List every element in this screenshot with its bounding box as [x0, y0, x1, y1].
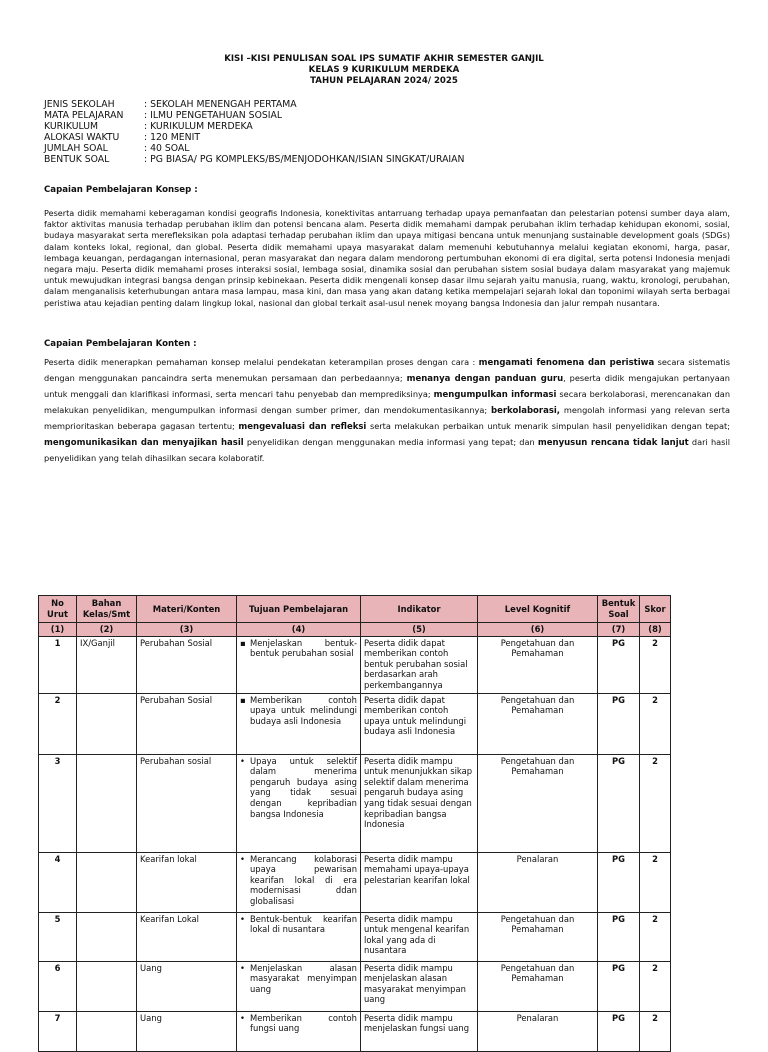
- bullet-icon: ▪: [240, 637, 246, 648]
- table-row: [39, 754, 671, 852]
- konten-keyword: mengevaluasi dan refleksi: [238, 422, 367, 432]
- table-row: [39, 636, 671, 693]
- cell-materi: Perubahan Sosial: [137, 636, 237, 693]
- cell-no: 4: [39, 852, 77, 912]
- header-bentuk: Bentuk Soal: [598, 596, 640, 623]
- cell-bentuk: PG: [598, 1011, 640, 1051]
- header-level: Level Kognitif: [478, 596, 598, 623]
- tujuan-item: [240, 914, 357, 935]
- meta-value: : 120 MENIT: [144, 132, 201, 143]
- header-kelas: Bahan Kelas/Smt: [77, 596, 137, 623]
- meta-key: MATA PELAJARAN: [44, 110, 124, 121]
- cell-kelas: [77, 693, 137, 754]
- konten-text: dari hasil penyelidikan yang telah dihasilkan secara kolaboratif.: [44, 437, 730, 463]
- cell-indikator: Peserta didik mampu untuk menunjukkan sikap selektif dalam menerima pengaruh budaya asing yang tidak sesuai dengan kepribadian bangsa Indonesia: [361, 754, 478, 852]
- bullet-icon: •: [240, 755, 245, 766]
- cell-bentuk: PG: [598, 912, 640, 961]
- tujuan-item: [240, 854, 357, 907]
- tujuan-text: Memberikan contoh upaya untuk melindungi budaya asli Indonesia: [250, 694, 357, 726]
- cell-tujuan: [237, 961, 361, 1011]
- cell-materi: Kearifan lokal: [137, 852, 237, 912]
- bullet-icon: •: [240, 1012, 245, 1023]
- cell-tujuan: [237, 1011, 361, 1051]
- meta-value: : KURIKULUM MERDEKA: [144, 121, 253, 132]
- cell-no: 2: [39, 693, 77, 754]
- col-number: (6): [478, 623, 598, 637]
- header-materi: Materi/Konten: [137, 596, 237, 623]
- col-number: (7): [598, 623, 640, 637]
- cell-tujuan: [237, 636, 361, 693]
- tujuan-item: [240, 963, 357, 995]
- table-row: [39, 1011, 671, 1051]
- cell-no: 5: [39, 912, 77, 961]
- table-row: [39, 912, 671, 961]
- header-tujuan: Tujuan Pembelajaran: [237, 596, 361, 623]
- col-number: (1): [39, 623, 77, 637]
- konten-keyword: mengumpulkan informasi: [433, 390, 557, 400]
- doc-title-line-2: KELAS 9 KURIKULUM MERDEKA: [308, 65, 460, 75]
- col-number: (2): [77, 623, 137, 637]
- konten-text: penyelidikan dengan menggunakan media informasi yang tepat; dan: [243, 437, 538, 447]
- cell-bentuk: PG: [598, 852, 640, 912]
- cell-no: 1: [39, 636, 77, 693]
- meta-row: [44, 110, 464, 121]
- cell-kelas: [77, 1011, 137, 1051]
- cell-indikator: Peserta didik mampu memahami upaya-upaya pelestarian kearifan lokal: [361, 852, 478, 912]
- cell-kelas: [77, 961, 137, 1011]
- col-number: (5): [361, 623, 478, 637]
- cell-materi: Kearifan Lokal: [137, 912, 237, 961]
- cell-level: Pengetahuan dan Pemahaman: [478, 961, 598, 1011]
- table-row: [39, 961, 671, 1011]
- meta-key: BENTUK SOAL: [44, 154, 110, 165]
- meta-row: [44, 132, 464, 143]
- cell-skor: 2: [640, 636, 671, 693]
- cell-no: 7: [39, 1011, 77, 1051]
- cell-no: 3: [39, 754, 77, 852]
- tujuan-text: Menjelaskan bentuk-bentuk perubahan sosial: [250, 637, 357, 659]
- cell-materi: Perubahan sosial: [137, 754, 237, 852]
- konten-keyword: mengomunikasikan dan menyajikan hasil: [44, 438, 244, 448]
- cell-tujuan: [237, 693, 361, 754]
- meta-row: [44, 154, 464, 165]
- cell-indikator: Peserta didik dapat memberikan contoh upaya untuk melindungi budaya asli Indonesia: [361, 693, 478, 754]
- cell-tujuan: [237, 912, 361, 961]
- cell-level: Pengetahuan dan Pemahaman: [478, 636, 598, 693]
- cell-level: Pengetahuan dan Pemahaman: [478, 754, 598, 852]
- kisi-kisi-table: [38, 595, 671, 1052]
- table-header-row: [39, 596, 671, 623]
- meta-block: [44, 99, 464, 165]
- cell-materi: Uang: [137, 961, 237, 1011]
- cell-no: 6: [39, 961, 77, 1011]
- doc-title-line-3: TAHUN PELAJARAN 2024/ 2025: [310, 76, 458, 86]
- tujuan-text: Memberikan contoh fungsi uang: [250, 1012, 357, 1034]
- meta-value: : PG BIASA/ PG KOMPLEKS/BS/MENJODOHKAN/ISIAN SINGKAT/URAIAN: [144, 154, 465, 165]
- meta-row: [44, 99, 464, 110]
- cell-kelas: IX/Ganjil: [77, 636, 137, 693]
- cell-bentuk: PG: [598, 636, 640, 693]
- meta-value: : SEKOLAH MENENGAH PERTAMA: [144, 99, 297, 110]
- col-number: (4): [237, 623, 361, 637]
- meta-row: [44, 143, 464, 154]
- konten-text: Peserta didik menerapkan pemahaman konsep melalui pendekatan keterampilan proses dengan cara :: [44, 357, 479, 367]
- konten-text: mengolah informasi yang relevan serta memprioritaskan beberapa gagasan tertentu;: [44, 405, 730, 431]
- konten-paragraph: [44, 355, 730, 466]
- cell-skor: 2: [640, 1011, 671, 1051]
- konten-keyword: menyusun rencana tidak lanjut: [537, 438, 689, 448]
- cell-indikator: Peserta didik mampu untuk mengenal kearifan lokal yang ada di nusantara: [361, 912, 478, 961]
- cell-materi: Perubahan Sosial: [137, 693, 237, 754]
- cell-level: Pengetahuan dan Pemahaman: [478, 912, 598, 961]
- cell-kelas: [77, 912, 137, 961]
- tujuan-text: Upaya untuk selektif dalam menerima pengaruh budaya asing yang tidak sesuai dengan kepribadian bangsa Indonesia: [250, 755, 357, 819]
- col-number: (3): [137, 623, 237, 637]
- table-row: [39, 852, 671, 912]
- tujuan-item: [240, 1013, 357, 1034]
- konten-text: secara sistematis dengan menggunakan pancaindra serta menemukan persamaan dan perbedaannya;: [44, 357, 731, 383]
- konten-text: secara berkolaborasi, merencanakan dan melakukan penyelidikan, mengumpulkan informasi dengan sumber primer, dan mendokumentasikannya;: [44, 389, 731, 415]
- konten-keyword: menanya dengan panduan guru: [406, 374, 564, 384]
- cell-kelas: [77, 852, 137, 912]
- tujuan-text: Bentuk-bentuk kearifan lokal di nusantara: [250, 913, 357, 935]
- konten-text: serta melakukan perbaikan untuk menarik simpulan hasil penyelidikan dengan tepat;: [366, 421, 730, 431]
- cell-level: Penalaran: [478, 852, 598, 912]
- table-number-row: [39, 623, 671, 637]
- table-row: [39, 693, 671, 754]
- cell-indikator: Peserta didik dapat memberikan contoh bentuk perubahan sosial berdasarkan arah perkembangannya: [361, 636, 478, 693]
- doc-title-line-1: KISI –KISI PENULISAN SOAL IPS SUMATIF AKHIR SEMESTER GANJIL: [224, 54, 544, 64]
- meta-key: KURIKULUM: [44, 121, 99, 132]
- cell-skor: 2: [640, 754, 671, 852]
- meta-row: [44, 121, 464, 132]
- cell-indikator: Peserta didik mampu menjelaskan fungsi uang: [361, 1011, 478, 1051]
- konten-heading: Capaian Pembelajaran Konten :: [44, 339, 197, 349]
- cell-indikator: Peserta didik mampu menjelaskan alasan masyarakat menyimpan uang: [361, 961, 478, 1011]
- cell-skor: 2: [640, 912, 671, 961]
- cell-bentuk: PG: [598, 961, 640, 1011]
- cell-tujuan: [237, 754, 361, 852]
- konten-keyword: berkolaborasi,: [491, 406, 561, 416]
- konsep-heading: Capaian Pembelajaran Konsep :: [44, 185, 198, 195]
- cell-skor: 2: [640, 852, 671, 912]
- tujuan-item: [240, 638, 357, 659]
- col-number: (8): [640, 623, 671, 637]
- bullet-icon: •: [240, 913, 245, 924]
- konten-text: , peserta didik mengajukan pertanyaan untuk menggali dan klarifikasi informasi, serta mencari tahu penyebab dan memprediksinya;: [44, 373, 730, 399]
- cell-level: Penalaran: [478, 1011, 598, 1051]
- header-no: No Urut: [39, 596, 77, 623]
- cell-skor: 2: [640, 961, 671, 1011]
- tujuan-item: [240, 756, 357, 820]
- konsep-paragraph: Peserta didik memahami keberagaman kondisi geografis Indonesia, konektivitas antarruang terhadap upaya pemanfaatan dan pelestarian potensi sumber daya alam, faktor aktivitas manusia terhadap perubahan iklim dan potensi bencana alam. Peserta didik memahami dampak perubahan iklim terhadap kehidupan ekonomi, sosial, budaya masyarakat serta merefleksikan pola adaptasi terhadap perubahan iklim dan upaya mitigasi bencana untuk menunjang sustainable development goals (SDGs) dalam konteks lokal, regional, dan global. Peserta didik memahami upaya masyarakat dalam memenuhi kebutuhannya melalui kegiatan ekonomi, harga, pasar, lembaga keuangan, perdagangan internasional, peran masyarakat dan negara dalam mendorong pertumbuhan ekonomi di era digital, serta potensi Indonesia menjadi negara maju. Peserta didik memahami proses interaksi sosial, lembaga sosial, dinamika sosial dan perubahan sistem sosial budaya dalam masyarakat yang majemuk untuk mewujudkan integrasi bangsa dengan prinsip kebinekaan. Peserta didik mengenali konsep dasar ilmu sejarah yaitu manusia, ruang, waktu, kronologi, perubahan, dalam menganalisis keterhubungan antara masa lampau, masa kini, dan masa yang akan datang ketika mempelajari sejarah lokal dan toponimi wilayah serta berbagai peristiwa atau kejadian penting dalam lingkup lokal, nasional dan global terkait asal-usul nenek moyang bangsa Indonesia dan jalur rempah nusantara.: [44, 208, 730, 308]
- konten-keyword: mengamati fenomena dan peristiwa: [478, 358, 655, 368]
- cell-bentuk: PG: [598, 754, 640, 852]
- meta-key: ALOKASI WAKTU: [44, 132, 120, 143]
- cell-tujuan: [237, 852, 361, 912]
- tujuan-item: [240, 695, 357, 727]
- bullet-icon: •: [240, 853, 245, 864]
- cell-level: Pengetahuan dan Pemahaman: [478, 693, 598, 754]
- header-skor: Skor: [640, 596, 671, 623]
- header-indikator: Indikator: [361, 596, 478, 623]
- bullet-icon: ▪: [240, 694, 246, 705]
- meta-key: JENIS SEKOLAH: [44, 99, 115, 110]
- tujuan-text: Menjelaskan alasan masyarakat menyimpan uang: [250, 962, 357, 994]
- cell-bentuk: PG: [598, 693, 640, 754]
- cell-kelas: [77, 754, 137, 852]
- meta-key: JUMLAH SOAL: [44, 143, 108, 154]
- cell-materi: Uang: [137, 1011, 237, 1051]
- cell-skor: 2: [640, 693, 671, 754]
- tujuan-text: Merancang kolaborasi upaya pewarisan kearifan lokal di era modernisasi ddan globalisasi: [250, 853, 357, 906]
- meta-value: : ILMU PENGETAHUAN SOSIAL: [144, 110, 283, 121]
- bullet-icon: •: [240, 962, 245, 973]
- meta-value: : 40 SOAL: [144, 143, 190, 154]
